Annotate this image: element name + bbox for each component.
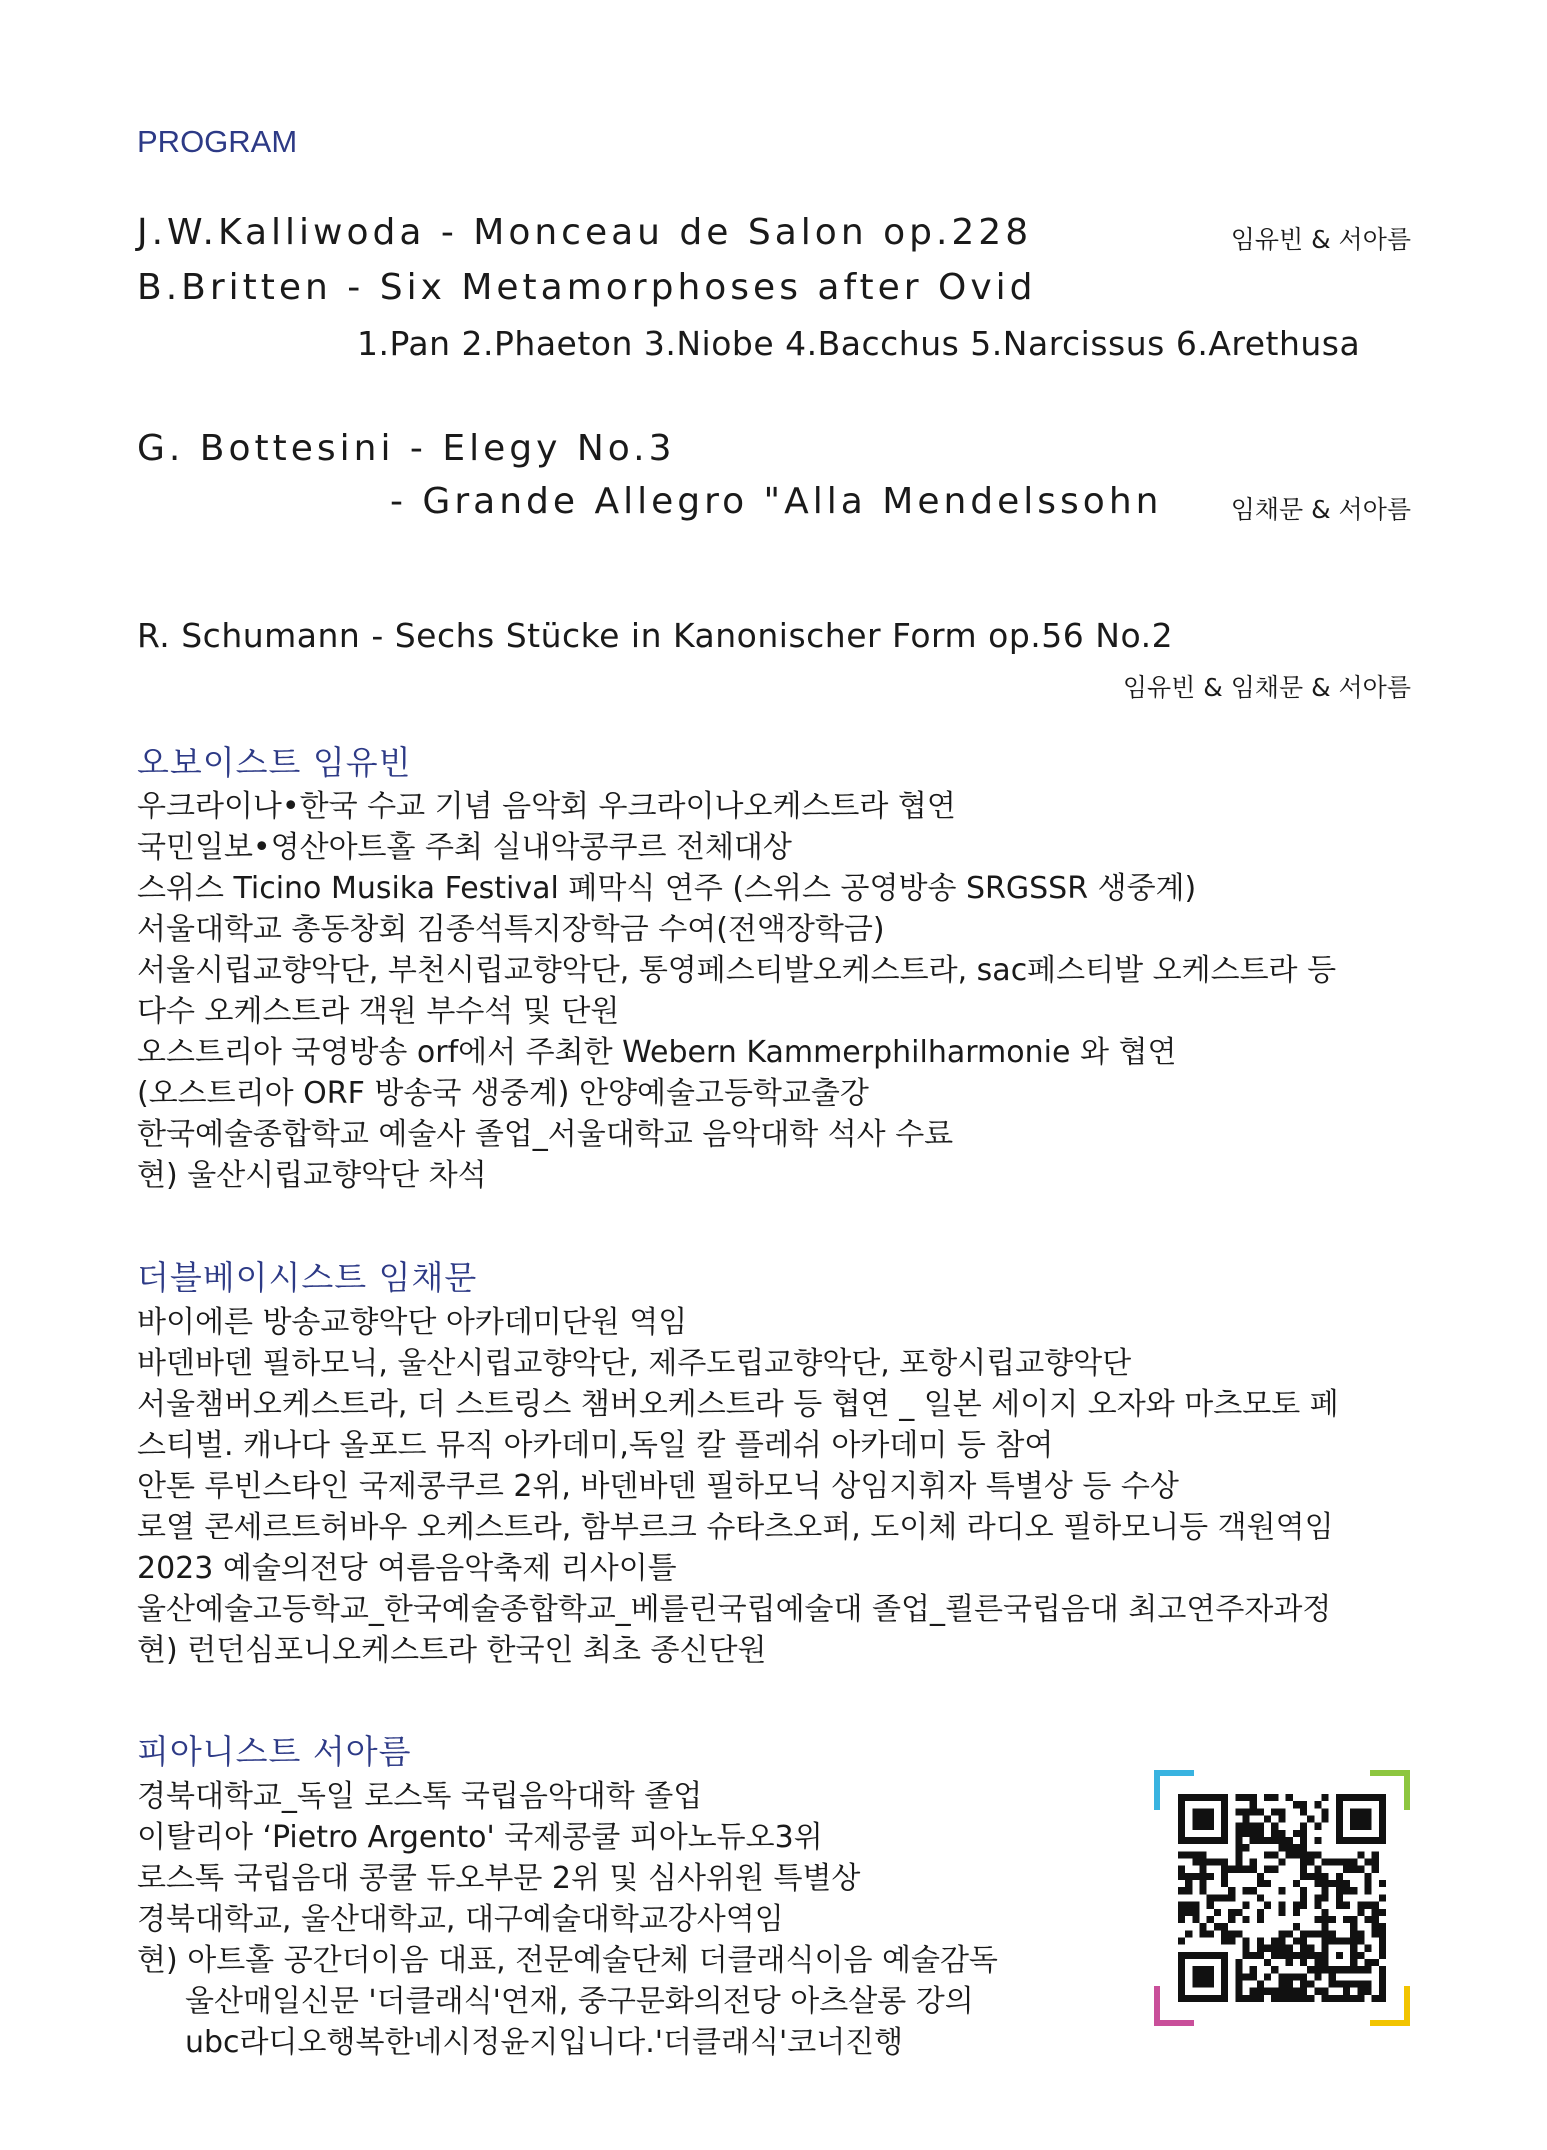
performers-schumann: 임유빈 & 임채문 & 서아름 xyxy=(1122,673,1411,702)
program-heading: PROGRAM xyxy=(137,124,298,159)
bio-line: 울산매일신문 '더클래식'연재, 중구문화의전당 아츠살롱 강의 xyxy=(185,1984,974,2019)
bio-line: 안톤 루빈스타인 국제콩쿠르 2위, 바덴바덴 필하모닉 상임지휘자 특별상 등 수상 xyxy=(137,1469,1179,1504)
bio-line: 서울대학교 총동창회 김종석특지장학금 수여(전액장학금) xyxy=(137,912,885,947)
bio-line: 스티벌. 캐나다 올포드 뮤직 아카데미,독일 칼 플레쉬 아카데미 등 참여 xyxy=(137,1428,1054,1463)
bio-line: 다수 오케스트라 객원 부수석 및 단원 xyxy=(137,994,620,1029)
bio-line: 경북대학교_독일 로스톡 국립음악대학 졸업 xyxy=(137,1779,703,1814)
bio-line: 한국예술종합학교 예술사 졸업_서울대학교 음악대학 석사 수료 xyxy=(137,1117,954,1152)
qr-code-pattern xyxy=(1178,1794,1386,2002)
performers-bottesini: 임채문 & 서아름 xyxy=(1230,495,1411,524)
bio-line: 현) 아트홀 공간더이음 대표, 전문예술단체 더클래식이음 예술감독 xyxy=(137,1943,998,1978)
program-piece-bottesini: G. Bottesini - Elegy No.3 xyxy=(137,428,676,469)
bio-line: 국민일보•영산아트홀 주최 실내악콩쿠르 전체대상 xyxy=(137,830,792,865)
bio-line: 오스트리아 국영방송 orf에서 주최한 Webern Kammerphilharmonie 와 협연 xyxy=(137,1035,1177,1070)
bio-line: 현) 런던심포니오케스트라 한국인 최초 종신단원 xyxy=(137,1633,767,1668)
bio-line: 우크라이나•한국 수교 기념 음악회 우크라이나오케스트라 협연 xyxy=(137,789,956,824)
bio-line: 로스톡 국립음대 콩쿨 듀오부문 2위 및 심사위원 특별상 xyxy=(137,1861,861,1896)
bio-line: 서울챔버오케스트라, 더 스트링스 챔버오케스트라 등 협연 _ 일본 세이지 오자와 마츠모토 페 xyxy=(137,1387,1339,1422)
bio-line: 바덴바덴 필하모닉, 울산시립교향악단, 제주도립교향악단, 포항시립교향악단 xyxy=(137,1346,1132,1381)
bio-line: 스위스 Ticino Musika Festival 폐막식 연주 (스위스 공영방송 SRGSSR 생중계) xyxy=(137,871,1197,906)
bio-line: 2023 예술의전당 여름음악축제 리사이틀 xyxy=(137,1551,677,1586)
program-piece-britten: B.Britten - Six Metamorphoses after Ovid xyxy=(137,267,1037,308)
program-piece-bottesini-allegro: - Grande Allegro "Alla Mendelssohn xyxy=(390,481,1163,522)
bassist-heading: 더블베이시스트 임채문 xyxy=(137,1258,478,1297)
program-piece-kalliwoda: J.W.Kalliwoda - Monceau de Salon op.228 xyxy=(137,212,1033,253)
oboist-heading: 오보이스트 임유빈 xyxy=(137,743,412,782)
bio-line: 바이에른 방송교향악단 아카데미단원 역임 xyxy=(137,1305,688,1340)
pianist-heading: 피아니스트 서아름 xyxy=(137,1732,412,1771)
bassist-bio xyxy=(137,1302,1339,1671)
bio-line: 서울시립교향악단, 부천시립교향악단, 통영페스티발오케스트라, sac페스티발 오케스트라 등 xyxy=(137,953,1337,988)
pianist-bio xyxy=(137,1776,998,2063)
program-movements-britten: 1.Pan 2.Phaeton 3.Niobe 4.Bacchus 5.Narcissus 6.Arethusa xyxy=(357,324,1361,363)
bio-line: 울산예술고등학교_한국예술종합학교_베를린국립예술대 졸업_쾰른국립음대 최고연주자과정 xyxy=(137,1592,1332,1627)
program-piece-schumann: R. Schumann - Sechs Stücke in Kanonischer Form op.56 No.2 xyxy=(137,616,1174,655)
bio-line: ubc라디오행복한네시정윤지입니다.'더클래식'코너진행 xyxy=(185,2025,904,2060)
bio-line: 현) 울산시립교향악단 차석 xyxy=(137,1158,487,1193)
bio-line: (오스트리아 ORF 방송국 생중계) 안양예술고등학교출강 xyxy=(137,1076,869,1111)
bio-line: 이탈리아 ‘Pietro Argento' 국제콩쿨 피아노듀오3위 xyxy=(137,1820,823,1855)
bio-line: 경북대학교, 울산대학교, 대구예술대학교강사역임 xyxy=(137,1902,784,1937)
performers-kalliwoda: 임유빈 & 서아름 xyxy=(1230,225,1411,254)
qr-code-icon[interactable] xyxy=(1154,1770,1410,2026)
oboist-bio xyxy=(137,786,1336,1196)
bio-line: 로열 콘세르트허바우 오케스트라, 함부르크 슈타츠오퍼, 도이체 라디오 필하모니등 객원역임 xyxy=(137,1510,1334,1545)
